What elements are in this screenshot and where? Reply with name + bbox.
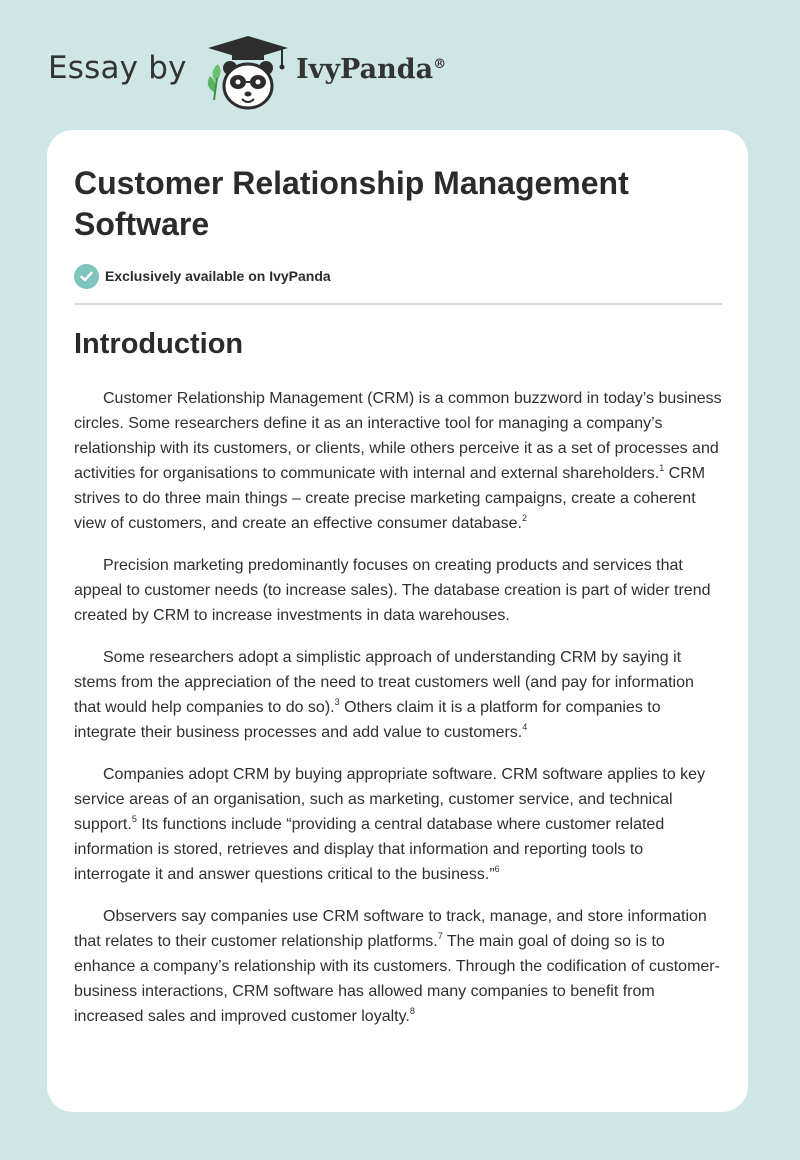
paragraph-text: Precision marketing predominantly focuses on creating products and services that appeal to customer needs (to increase sales). The database creation is part of wider trend created by CRM to increase investments in data warehouses. bbox=[74, 557, 711, 624]
paragraph bbox=[74, 386, 724, 536]
paragraph bbox=[74, 553, 724, 628]
footnote-ref[interactable]: 3 bbox=[334, 697, 340, 707]
footnote-ref[interactable]: 1 bbox=[659, 463, 665, 473]
divider bbox=[74, 303, 722, 305]
paragraph-text: The main goal of doing so is to enhance a company’s relationship with its customers. Through the codification of customer-business interactions, CRM software has allowed many companies to benefit from increased sales and improved customer loyalty. bbox=[74, 933, 720, 1025]
registered-mark: ® bbox=[433, 57, 447, 72]
essay-card bbox=[47, 130, 748, 1112]
check-circle-icon bbox=[74, 264, 99, 289]
paragraph-text: Observers say companies use CRM software to track, manage, and store information that relates to their customer relationship platforms. bbox=[74, 908, 707, 950]
paragraph-text: CRM strives to do three main things – create precise marketing campaigns, create a coherent view of customers, and create an effective consumer database. bbox=[74, 465, 706, 532]
footnote-ref[interactable]: 2 bbox=[521, 513, 527, 523]
paragraph-text: Others claim it is a platform for companies to integrate their business processes and add value to customers. bbox=[74, 699, 661, 741]
section-heading: Introduction bbox=[74, 328, 244, 360]
paragraph-text: Customer Relationship Management (CRM) is a common buzzword in today’s business circles. Some researchers define it as an interactive tool for managing a company’s relationship with its customers, or clients, while others perceive it as a set of processes and activities for organisations to communicate with internal and external shareholders. bbox=[74, 390, 722, 482]
paragraph-text: Some researchers adopt a simplistic approach of understanding CRM by saying it stems from the appreciation of the need to treat customers well (and pay for information that would help companies to do so). bbox=[74, 649, 694, 716]
paragraph bbox=[74, 645, 724, 745]
exclusive-badge bbox=[74, 263, 331, 289]
footnote-ref[interactable]: 6 bbox=[494, 864, 500, 874]
footnote-ref[interactable]: 8 bbox=[409, 1006, 415, 1016]
essay-by-label: Essay by bbox=[48, 50, 187, 86]
panda-graduate-icon[interactable] bbox=[202, 34, 294, 112]
brand-text: IvyPanda bbox=[296, 54, 434, 85]
footnote-ref[interactable]: 7 bbox=[437, 931, 443, 941]
paragraph-text: Its functions include “providing a central database where customer related information is stored, retrieves and display that information and reporting tools to interrogate it and answer questions critical to the business.” bbox=[74, 816, 665, 883]
footnote-ref[interactable]: 5 bbox=[131, 814, 137, 824]
paragraph-text: Companies adopt CRM by buying appropriate software. CRM software applies to key service areas of an organisation, such as marketing, customer service, and technical support. bbox=[74, 766, 706, 833]
paragraph bbox=[74, 762, 724, 887]
site-header bbox=[0, 0, 800, 130]
exclusive-label: Exclusively available on IvyPanda bbox=[105, 268, 331, 284]
footnote-ref[interactable]: 4 bbox=[522, 722, 528, 732]
brand-name[interactable] bbox=[296, 54, 446, 85]
essay-title: Customer Relationship Management Software bbox=[74, 165, 629, 242]
paragraph bbox=[74, 904, 724, 1029]
essay-body bbox=[74, 386, 724, 1046]
